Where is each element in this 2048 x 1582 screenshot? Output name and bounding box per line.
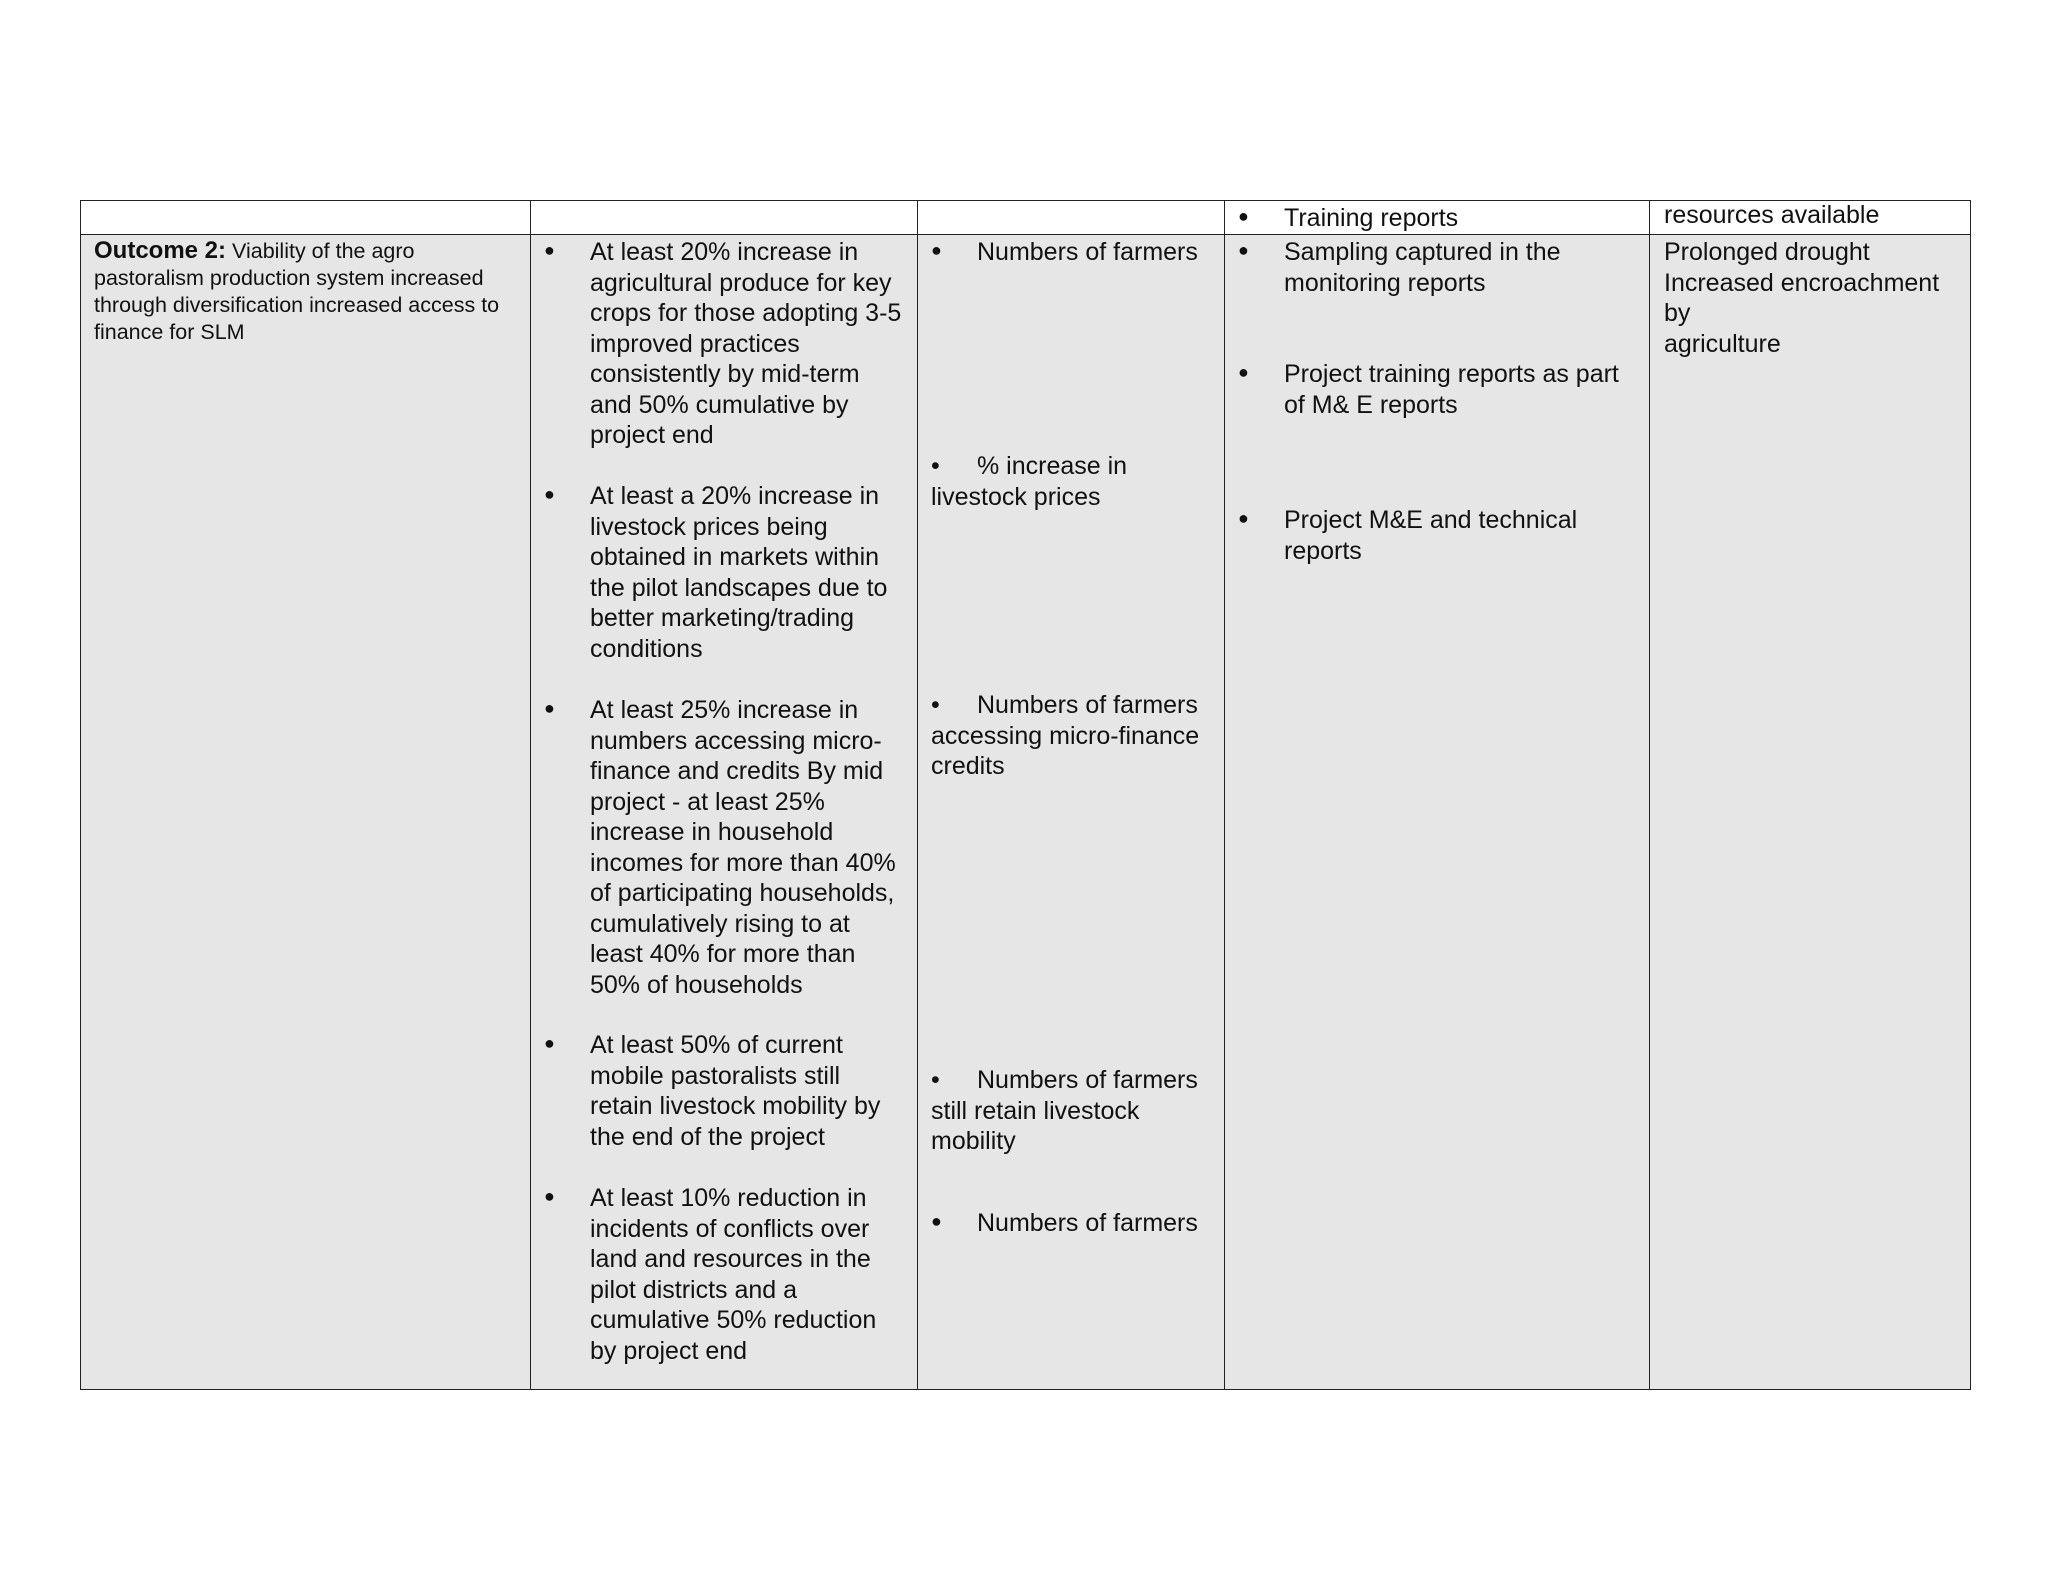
logframe-table: [80, 200, 1971, 1390]
bullet-icon: •: [931, 452, 940, 480]
assumption-line: Increased encroachment: [1664, 268, 1940, 297]
indicator-item: [931, 451, 1221, 512]
outcome-label: Outcome 2:: [94, 237, 227, 264]
target-item: At least 25% increase in numbers accessing micro-finance and credits By mid project - at least 25% increase in household incomes for more than 40% of participating households, cumulatively rising to at least 40% for more than 50% of households: [590, 696, 896, 999]
indicator-item: [931, 1065, 1221, 1157]
bullet-icon: ●: [931, 1211, 942, 1231]
verification-item: Project M&E and technical reports: [1284, 506, 1578, 565]
indicator-item: Numbers of farmers: [977, 1209, 1198, 1237]
cell-empty: [81, 201, 531, 234]
cell-targets: [531, 235, 918, 1389]
bullet-icon: ●: [544, 1033, 555, 1053]
bullet-icon: ●: [1238, 240, 1249, 260]
verification-item: Project training reports as part of M& E reports: [1284, 360, 1619, 419]
bullet-icon: ●: [544, 484, 555, 504]
verification-item: Training reports: [1284, 204, 1459, 232]
bullet-icon: ●: [544, 1186, 555, 1206]
bullet-icon: •: [931, 691, 940, 719]
cell-assumption-prev: [1650, 201, 1970, 234]
target-item: At least 20% increase in agricultural produce for key crops for those adopting 3-5 improved practices consistently by mid-term and 50% cumulative by project end: [590, 238, 902, 449]
bullet-icon: •: [931, 1066, 940, 1094]
outcome-text: Viability of the agro pastoralism production system increased through diversification increased access to finance for SLM: [94, 239, 500, 344]
cell-empty: [531, 201, 918, 234]
bullet-icon: ●: [1238, 362, 1249, 382]
table-row-outcome-2: [81, 235, 1970, 1389]
indicator-text: Numbers of farmers accessing micro-finance credits: [931, 691, 1200, 780]
assumption-text: resources available: [1664, 201, 1880, 229]
indicator-text: Numbers of farmers still retain livestock mobility: [931, 1066, 1198, 1155]
outcome-statement: [94, 237, 514, 346]
target-item: At least a 20% increase in livestock prices being obtained in markets within the pilot landscapes due to better marketing/trading conditions: [590, 482, 888, 663]
bullet-icon: ●: [544, 240, 555, 260]
bullet-icon: ●: [1238, 206, 1249, 226]
bullet-icon: ●: [1238, 508, 1249, 528]
cell-verification-prev: [1225, 201, 1650, 234]
table-row-continued: [81, 201, 1970, 235]
assumption-line: agriculture: [1664, 329, 1781, 358]
verification-item: Sampling captured in the monitoring reports: [1284, 238, 1561, 297]
assumption-line: by: [1664, 299, 1691, 327]
assumption-line: Prolonged drought: [1664, 238, 1870, 266]
indicator-item: [931, 690, 1221, 782]
indicator-text: % increase in livestock prices: [931, 452, 1128, 511]
cell-assumptions: [1650, 235, 1970, 1389]
indicator-item: Numbers of farmers: [977, 238, 1198, 266]
bullet-icon: ●: [931, 240, 942, 260]
cell-verification: [1225, 235, 1650, 1389]
cell-indicators: [918, 235, 1225, 1389]
cell-outcome: [81, 235, 531, 1389]
target-item: At least 10% reduction in incidents of conflicts over land and resources in the pilot districts and a cumulative 50% reduction by project end: [590, 1184, 877, 1365]
target-item: At least 50% of current mobile pastoralists still retain livestock mobility by the end of the project: [590, 1031, 881, 1151]
assumptions-text: [1664, 237, 1974, 359]
bullet-icon: ●: [544, 698, 555, 718]
cell-empty: [918, 201, 1225, 234]
